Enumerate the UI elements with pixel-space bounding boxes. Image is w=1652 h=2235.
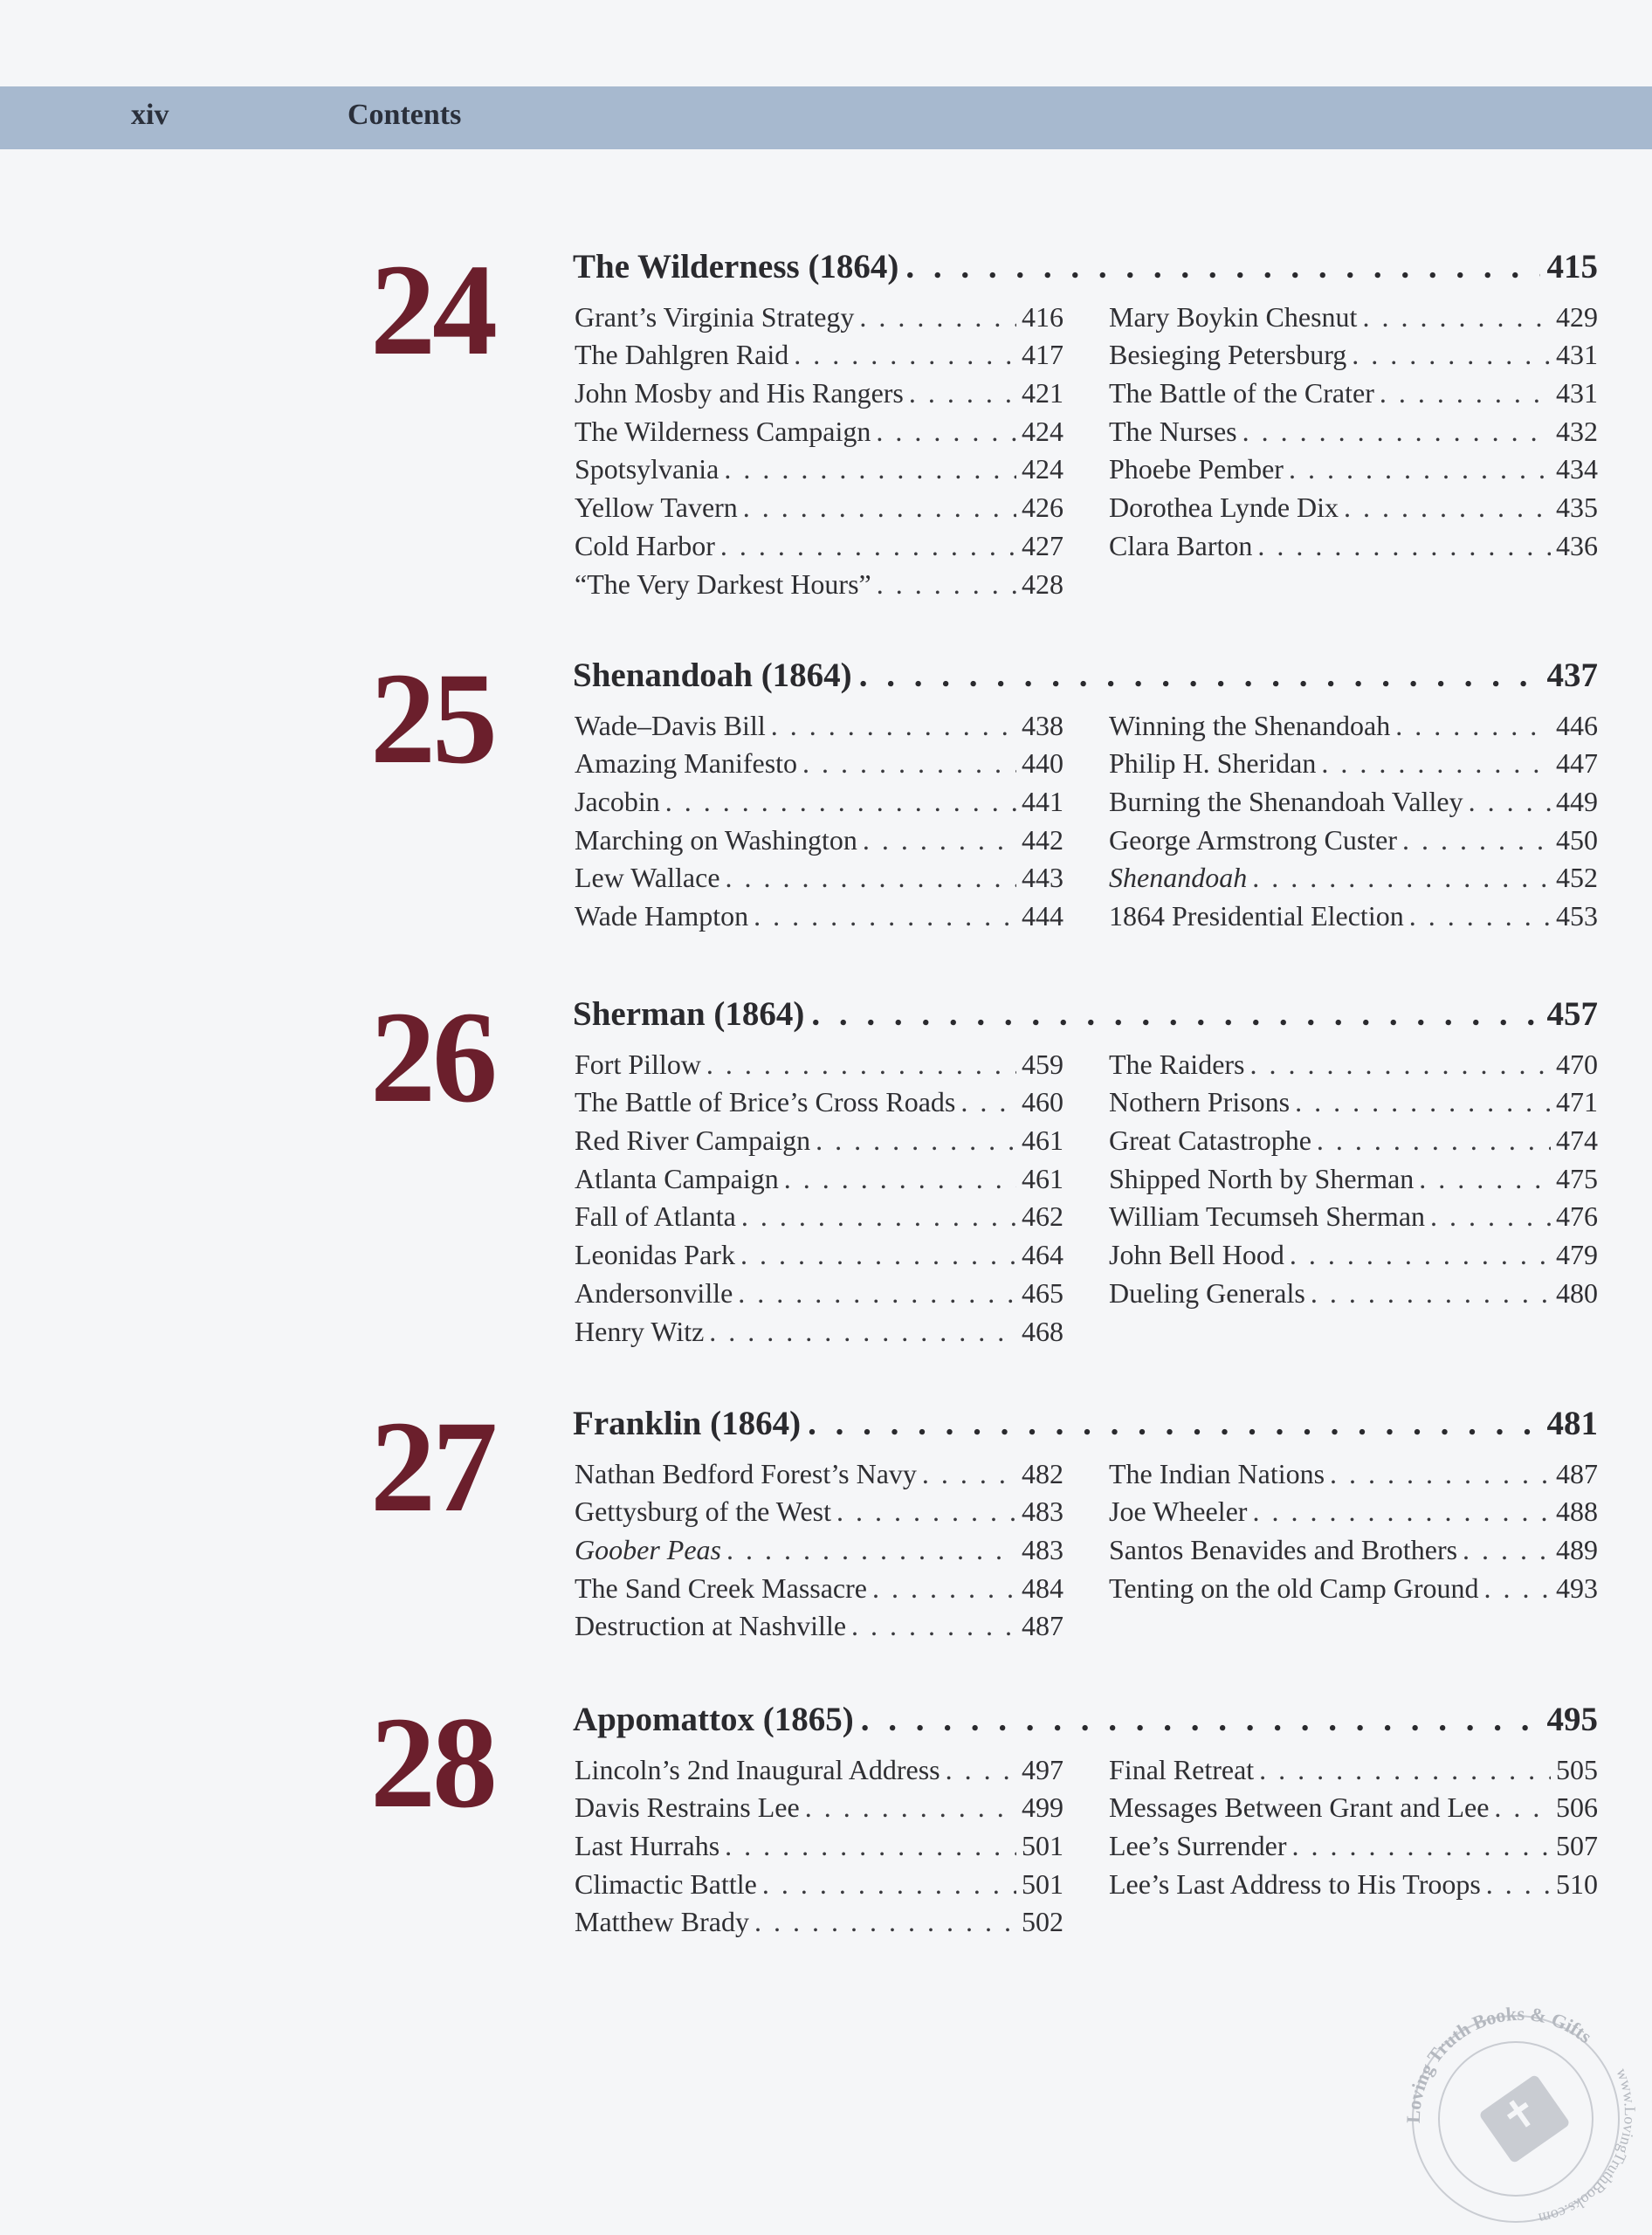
entry-title: 1864 Presidential Election bbox=[1109, 900, 1404, 932]
entry-page: 499 bbox=[1022, 1791, 1063, 1824]
entry-title: “The Very Darkest Hours” bbox=[575, 567, 871, 600]
chapter-page: 481 bbox=[1546, 1405, 1598, 1442]
entry-page: 443 bbox=[1022, 862, 1063, 894]
entry-page: 507 bbox=[1556, 1830, 1598, 1862]
toc-entry[interactable] bbox=[575, 1081, 1063, 1119]
dot-leader bbox=[794, 339, 1016, 371]
toc-entry[interactable] bbox=[575, 448, 1063, 486]
entry-title: Besieging Petersburg bbox=[1109, 339, 1347, 371]
dot-leader bbox=[1494, 1791, 1551, 1824]
entry-page: 461 bbox=[1022, 1124, 1063, 1157]
dot-leader bbox=[1380, 377, 1551, 409]
chapter-page: 495 bbox=[1546, 1701, 1598, 1738]
dot-leader bbox=[1290, 1239, 1551, 1271]
entry-title: Shenandoah bbox=[1109, 862, 1248, 894]
watermark-side-text: www.LovingTruthBooks.com bbox=[1537, 2066, 1639, 2228]
watermark-top-text: Loving Truth Books & Gifts bbox=[1401, 2002, 1596, 2124]
toc-entry[interactable] bbox=[1109, 524, 1598, 562]
toc-entry[interactable] bbox=[1109, 1081, 1598, 1119]
toc-entry[interactable] bbox=[1109, 1452, 1598, 1490]
toc-entry[interactable] bbox=[1109, 1490, 1598, 1529]
entry-title: Lee’s Surrender bbox=[1109, 1830, 1287, 1862]
dot-leader bbox=[743, 492, 1016, 524]
entry-page: 479 bbox=[1556, 1239, 1598, 1271]
entry-page: 476 bbox=[1556, 1200, 1598, 1233]
entry-page: 493 bbox=[1556, 1571, 1598, 1604]
entry-page: 483 bbox=[1022, 1496, 1063, 1528]
entry-title: Gettysburg of the West bbox=[575, 1496, 831, 1528]
entry-page: 462 bbox=[1022, 1200, 1063, 1233]
entry-title: Matthew Brady bbox=[575, 1906, 749, 1938]
entry-title: Philip H. Sheridan bbox=[1109, 747, 1317, 780]
toc-entry[interactable] bbox=[575, 485, 1063, 524]
chapter-number: 28 bbox=[370, 1690, 494, 1835]
dot-leader bbox=[1330, 1458, 1551, 1490]
entry-title: The Raiders bbox=[1109, 1048, 1245, 1080]
entry-title: Davis Restrains Lee bbox=[575, 1791, 800, 1824]
chapter-title: Appomattox (1865) bbox=[573, 1701, 854, 1738]
dot-leader bbox=[1295, 1086, 1551, 1118]
entry-column-left bbox=[575, 1042, 1063, 1348]
entry-column-left bbox=[575, 1452, 1063, 1642]
entry-title: Dorothea Lynde Dix bbox=[1109, 492, 1339, 524]
entry-title: Destruction at Nashville bbox=[575, 1610, 847, 1642]
chapter-title-row[interactable] bbox=[573, 243, 1598, 286]
dot-leader bbox=[1252, 1496, 1551, 1528]
entry-title: The Battle of the Crater bbox=[1109, 377, 1374, 409]
entry-page: 461 bbox=[1022, 1162, 1063, 1194]
dot-leader bbox=[905, 247, 1539, 286]
entry-page: 424 bbox=[1022, 415, 1063, 447]
dot-leader bbox=[1419, 1163, 1551, 1195]
entry-title: Grant’s Virginia Strategy bbox=[575, 300, 855, 333]
dot-leader bbox=[1259, 1754, 1551, 1786]
dot-leader bbox=[861, 1700, 1540, 1739]
entry-column-right bbox=[1109, 704, 1598, 932]
running-header bbox=[0, 86, 1652, 149]
entry-page: 501 bbox=[1022, 1867, 1063, 1900]
dot-leader bbox=[741, 1200, 1016, 1233]
entry-title: Shipped North by Sherman bbox=[1109, 1162, 1415, 1194]
toc-entry[interactable] bbox=[575, 1233, 1063, 1271]
entry-page: 505 bbox=[1556, 1753, 1598, 1785]
entry-title: William Tecumseh Sherman bbox=[1109, 1200, 1426, 1233]
dot-leader bbox=[1257, 530, 1551, 562]
toc-entry[interactable] bbox=[575, 780, 1063, 818]
toc-entry[interactable] bbox=[1109, 448, 1598, 486]
dot-leader bbox=[720, 530, 1016, 562]
entry-title: Jacobin bbox=[575, 786, 660, 818]
dot-leader bbox=[1242, 416, 1551, 448]
toc-entry[interactable] bbox=[575, 1042, 1063, 1081]
entry-title: Climactic Battle bbox=[575, 1867, 757, 1900]
toc-entry[interactable] bbox=[575, 1490, 1063, 1529]
dot-leader bbox=[802, 747, 1016, 780]
dot-leader bbox=[784, 1163, 1016, 1195]
entry-title: Yellow Tavern bbox=[575, 492, 738, 524]
toc-entry[interactable] bbox=[575, 1862, 1063, 1901]
entry-page: 480 bbox=[1556, 1276, 1598, 1309]
chapter-title: The Wilderness (1864) bbox=[573, 248, 899, 285]
entry-page: 427 bbox=[1022, 529, 1063, 561]
book-icon bbox=[1478, 2073, 1571, 2163]
dot-leader bbox=[1362, 301, 1551, 334]
toc-entry[interactable] bbox=[575, 818, 1063, 856]
entry-page: 434 bbox=[1556, 453, 1598, 485]
dot-leader bbox=[876, 416, 1016, 448]
entry-page: 502 bbox=[1022, 1906, 1063, 1938]
toc-entry[interactable] bbox=[1109, 295, 1598, 334]
chapter-page: 415 bbox=[1546, 248, 1598, 285]
toc-entry[interactable] bbox=[1109, 1824, 1598, 1862]
entry-page: 436 bbox=[1556, 529, 1598, 561]
entry-title: Nothern Prisons bbox=[1109, 1086, 1291, 1118]
entry-title: The Battle of Brice’s Cross Roads bbox=[575, 1086, 956, 1118]
entry-page: 416 bbox=[1022, 300, 1063, 333]
dot-leader bbox=[1250, 1049, 1552, 1081]
dot-leader bbox=[808, 1404, 1539, 1443]
entry-page: 506 bbox=[1556, 1791, 1598, 1824]
dot-leader bbox=[1409, 900, 1551, 932]
entry-title: Lew Wallace bbox=[575, 862, 720, 894]
entry-page: 497 bbox=[1022, 1753, 1063, 1785]
chapter-number: 25 bbox=[370, 646, 494, 791]
toc-entry[interactable] bbox=[575, 1748, 1063, 1786]
toc-entry[interactable] bbox=[575, 704, 1063, 742]
entry-page: 429 bbox=[1556, 300, 1598, 333]
dot-leader bbox=[859, 656, 1540, 695]
dot-leader bbox=[811, 994, 1539, 1034]
entry-title: Joe Wheeler bbox=[1109, 1496, 1248, 1528]
entry-page: 426 bbox=[1022, 492, 1063, 524]
entry-page: 450 bbox=[1556, 823, 1598, 856]
entry-title: Fort Pillow bbox=[575, 1048, 701, 1080]
dot-leader bbox=[754, 900, 1016, 932]
entry-page: 421 bbox=[1022, 377, 1063, 409]
entry-title: Phoebe Pember bbox=[1109, 453, 1284, 485]
entry-title: Henry Witz bbox=[575, 1315, 705, 1347]
toc-entry[interactable] bbox=[575, 1452, 1063, 1490]
entry-page: 464 bbox=[1022, 1239, 1063, 1271]
dot-leader bbox=[1252, 862, 1551, 894]
entry-title: Lincoln’s 2nd Inaugural Address bbox=[575, 1753, 940, 1785]
dot-leader bbox=[836, 1496, 1016, 1528]
entry-title: Winning the Shenandoah bbox=[1109, 709, 1391, 741]
dot-leader bbox=[1289, 453, 1551, 485]
entry-title: Great Catastrophe bbox=[1109, 1124, 1311, 1157]
entry-page: 441 bbox=[1022, 786, 1063, 818]
entry-title: The Nurses bbox=[1109, 415, 1237, 447]
entry-page: 417 bbox=[1022, 339, 1063, 371]
dot-leader bbox=[851, 1610, 1016, 1642]
toc-entry[interactable] bbox=[1109, 704, 1598, 742]
entry-title: Final Retreat bbox=[1109, 1753, 1255, 1785]
chapter-page: 437 bbox=[1546, 657, 1598, 694]
toc-entry[interactable] bbox=[1109, 1195, 1598, 1234]
entry-title: Burning the Shenandoah Valley bbox=[1109, 786, 1463, 818]
watermark-seal bbox=[1385, 1975, 1647, 2228]
chapter-title: Franklin (1864) bbox=[573, 1405, 802, 1442]
chapter-title-row[interactable] bbox=[573, 990, 1598, 1034]
toc-entry[interactable] bbox=[1109, 818, 1598, 856]
entry-title: Wade–Davis Bill bbox=[575, 709, 766, 741]
dot-leader bbox=[1395, 710, 1551, 742]
entry-title: The Sand Creek Massacre bbox=[575, 1571, 867, 1604]
entry-page: 459 bbox=[1022, 1048, 1063, 1080]
entry-page: 487 bbox=[1556, 1457, 1598, 1489]
entry-column-right bbox=[1109, 1748, 1598, 1901]
chapter-title: Sherman (1864) bbox=[573, 995, 805, 1033]
entry-page: 471 bbox=[1556, 1086, 1598, 1118]
entry-page: 488 bbox=[1556, 1496, 1598, 1528]
toc-entry[interactable] bbox=[1109, 780, 1598, 818]
dot-leader bbox=[1483, 1572, 1551, 1605]
dot-leader bbox=[738, 1277, 1016, 1310]
entry-title: George Armstrong Custer bbox=[1109, 823, 1398, 856]
toc-entry[interactable] bbox=[575, 856, 1063, 895]
dot-leader bbox=[1352, 339, 1551, 371]
toc-entry[interactable] bbox=[1109, 409, 1598, 448]
entry-page: 489 bbox=[1556, 1534, 1598, 1566]
entry-title: Red River Campaign bbox=[575, 1124, 811, 1157]
entry-title: Spotsylvania bbox=[575, 453, 719, 485]
entry-page: 482 bbox=[1022, 1457, 1063, 1489]
entry-page: 442 bbox=[1022, 823, 1063, 856]
dot-leader bbox=[726, 1534, 1016, 1566]
toc-entry[interactable] bbox=[575, 742, 1063, 781]
dot-leader bbox=[1317, 1124, 1551, 1157]
toc-entry[interactable] bbox=[575, 334, 1063, 372]
entry-title: Lee’s Last Address to His Troops bbox=[1109, 1867, 1481, 1900]
entry-column-right bbox=[1109, 295, 1598, 562]
toc-entry[interactable] bbox=[575, 1824, 1063, 1862]
entry-page: 501 bbox=[1022, 1830, 1063, 1862]
toc-entry[interactable] bbox=[1109, 1786, 1598, 1825]
dot-leader bbox=[1311, 1277, 1551, 1310]
entry-title: The Indian Nations bbox=[1109, 1457, 1325, 1489]
entry-column-left bbox=[575, 704, 1063, 932]
entry-page: 453 bbox=[1556, 900, 1598, 932]
entry-title: Cold Harbor bbox=[575, 529, 715, 561]
toc-entry[interactable] bbox=[1109, 1118, 1598, 1157]
entry-page: 440 bbox=[1022, 747, 1063, 780]
entry-title: Amazing Manifesto bbox=[575, 747, 798, 780]
chapter-title-row[interactable] bbox=[573, 651, 1598, 695]
header-title: Contents bbox=[348, 99, 462, 131]
entry-page: 487 bbox=[1022, 1610, 1063, 1642]
toc-entry[interactable] bbox=[1109, 1042, 1598, 1081]
toc-entry[interactable] bbox=[1109, 894, 1598, 932]
entry-title: Mary Boykin Chesnut bbox=[1109, 300, 1358, 333]
toc-entry[interactable] bbox=[1109, 742, 1598, 781]
toc-entry[interactable] bbox=[1109, 1862, 1598, 1901]
toc-entry[interactable] bbox=[1109, 1528, 1598, 1566]
entry-title: The Dahlgren Raid bbox=[575, 339, 789, 371]
entry-page: 484 bbox=[1022, 1571, 1063, 1604]
chapter-number: 24 bbox=[370, 237, 494, 382]
entry-page: 483 bbox=[1022, 1534, 1063, 1566]
chapter-title: Shenandoah (1864) bbox=[573, 657, 852, 694]
entry-page: 435 bbox=[1556, 492, 1598, 524]
dot-leader bbox=[754, 1906, 1016, 1938]
entry-title: John Mosby and His Rangers bbox=[575, 377, 904, 409]
entry-page: 475 bbox=[1556, 1162, 1598, 1194]
dot-leader bbox=[762, 1868, 1016, 1901]
toc-entry[interactable] bbox=[575, 1528, 1063, 1566]
toc-entry[interactable] bbox=[575, 409, 1063, 448]
entry-title: Messages Between Grant and Lee bbox=[1109, 1791, 1490, 1824]
dot-leader bbox=[706, 1049, 1016, 1081]
entry-title: Atlanta Campaign bbox=[575, 1162, 779, 1194]
chapter-title-row[interactable] bbox=[573, 1399, 1598, 1443]
entry-title: Wade Hampton bbox=[575, 900, 749, 932]
entry-title: Andersonville bbox=[575, 1276, 733, 1309]
toc-entry[interactable] bbox=[1109, 856, 1598, 895]
dot-leader bbox=[872, 1572, 1016, 1605]
entry-title: Nathan Bedford Forest’s Navy bbox=[575, 1457, 917, 1489]
chapter-page: 457 bbox=[1546, 995, 1598, 1033]
entry-title: Tenting on the old Camp Ground bbox=[1109, 1571, 1479, 1604]
chapter-number: 26 bbox=[370, 985, 494, 1130]
toc-entry[interactable] bbox=[1109, 1566, 1598, 1605]
entry-column-left bbox=[575, 1748, 1063, 1938]
entry-page: 428 bbox=[1022, 567, 1063, 600]
dot-leader bbox=[725, 1830, 1016, 1862]
chapter-title-row[interactable] bbox=[573, 1695, 1598, 1739]
toc-entry[interactable] bbox=[575, 562, 1063, 601]
entry-title: Goober Peas bbox=[575, 1534, 721, 1566]
dot-leader bbox=[877, 568, 1016, 601]
dot-leader bbox=[1430, 1200, 1551, 1233]
header-page-number: xiv bbox=[131, 99, 169, 131]
toc-entry[interactable] bbox=[1109, 334, 1598, 372]
toc-entry[interactable] bbox=[1109, 485, 1598, 524]
toc-entry[interactable] bbox=[575, 1566, 1063, 1605]
dot-leader bbox=[1402, 824, 1551, 856]
dot-leader bbox=[726, 862, 1016, 894]
dot-leader bbox=[1344, 492, 1551, 524]
entry-title: Last Hurrahs bbox=[575, 1830, 720, 1862]
entry-page: 432 bbox=[1556, 415, 1598, 447]
entry-page: 449 bbox=[1556, 786, 1598, 818]
entry-title: Clara Barton bbox=[1109, 529, 1253, 561]
toc-entry[interactable] bbox=[575, 1118, 1063, 1157]
dot-leader bbox=[771, 710, 1016, 742]
dot-leader bbox=[922, 1458, 1016, 1490]
entry-page: 431 bbox=[1556, 339, 1598, 371]
entry-page: 447 bbox=[1556, 747, 1598, 780]
dot-leader bbox=[960, 1086, 1016, 1118]
entry-page: 446 bbox=[1556, 709, 1598, 741]
dot-leader bbox=[859, 301, 1016, 334]
toc-entry[interactable] bbox=[575, 1157, 1063, 1195]
toc-entry[interactable] bbox=[575, 1195, 1063, 1234]
toc-entry[interactable] bbox=[1109, 371, 1598, 409]
dot-leader bbox=[724, 453, 1016, 485]
entry-page: 465 bbox=[1022, 1276, 1063, 1309]
entry-page: 460 bbox=[1022, 1086, 1063, 1118]
entry-page: 470 bbox=[1556, 1048, 1598, 1080]
entry-column-left bbox=[575, 295, 1063, 601]
entry-title: Santos Benavides and Brothers bbox=[1109, 1534, 1458, 1566]
dot-leader bbox=[816, 1124, 1016, 1157]
toc-entry[interactable] bbox=[575, 1786, 1063, 1825]
toc-entry[interactable] bbox=[575, 894, 1063, 932]
entry-title: Fall of Atlanta bbox=[575, 1200, 736, 1233]
entry-column-right bbox=[1109, 1042, 1598, 1310]
entry-page: 444 bbox=[1022, 900, 1063, 932]
chapter-number: 27 bbox=[370, 1394, 494, 1539]
dot-leader bbox=[946, 1754, 1016, 1786]
toc-entry[interactable] bbox=[1109, 1748, 1598, 1786]
toc-entry[interactable] bbox=[1109, 1271, 1598, 1310]
entry-title: Leonidas Park bbox=[575, 1239, 735, 1271]
dot-leader bbox=[805, 1791, 1016, 1824]
toc-entry[interactable] bbox=[575, 371, 1063, 409]
toc-entry[interactable] bbox=[575, 1605, 1063, 1643]
toc-entry[interactable] bbox=[575, 524, 1063, 562]
dot-leader bbox=[1291, 1830, 1551, 1862]
dot-leader bbox=[740, 1239, 1016, 1271]
entry-page: 510 bbox=[1556, 1867, 1598, 1900]
entry-title: The Wilderness Campaign bbox=[575, 415, 871, 447]
toc-entry[interactable] bbox=[575, 1271, 1063, 1310]
toc-entry[interactable] bbox=[1109, 1157, 1598, 1195]
dot-leader bbox=[909, 377, 1016, 409]
entry-page: 474 bbox=[1556, 1124, 1598, 1157]
entry-page: 468 bbox=[1022, 1315, 1063, 1347]
dot-leader bbox=[863, 824, 1016, 856]
dot-leader bbox=[1321, 747, 1551, 780]
entry-title: Marching on Washington bbox=[575, 823, 857, 856]
dot-leader bbox=[709, 1316, 1016, 1348]
entry-column-right bbox=[1109, 1452, 1598, 1605]
dot-leader bbox=[1469, 786, 1551, 818]
toc-entry[interactable] bbox=[575, 295, 1063, 334]
entry-page: 438 bbox=[1022, 709, 1063, 741]
dot-leader bbox=[665, 786, 1016, 818]
entry-page: 431 bbox=[1556, 377, 1598, 409]
entry-page: 452 bbox=[1556, 862, 1598, 894]
toc-entry[interactable] bbox=[575, 1310, 1063, 1348]
toc-entry[interactable] bbox=[1109, 1233, 1598, 1271]
entry-page: 424 bbox=[1022, 453, 1063, 485]
toc-entry[interactable] bbox=[575, 1901, 1063, 1939]
entry-title: Dueling Generals bbox=[1109, 1276, 1305, 1309]
dot-leader bbox=[1486, 1868, 1551, 1901]
entry-title: John Bell Hood bbox=[1109, 1239, 1284, 1271]
dot-leader bbox=[1463, 1534, 1551, 1566]
